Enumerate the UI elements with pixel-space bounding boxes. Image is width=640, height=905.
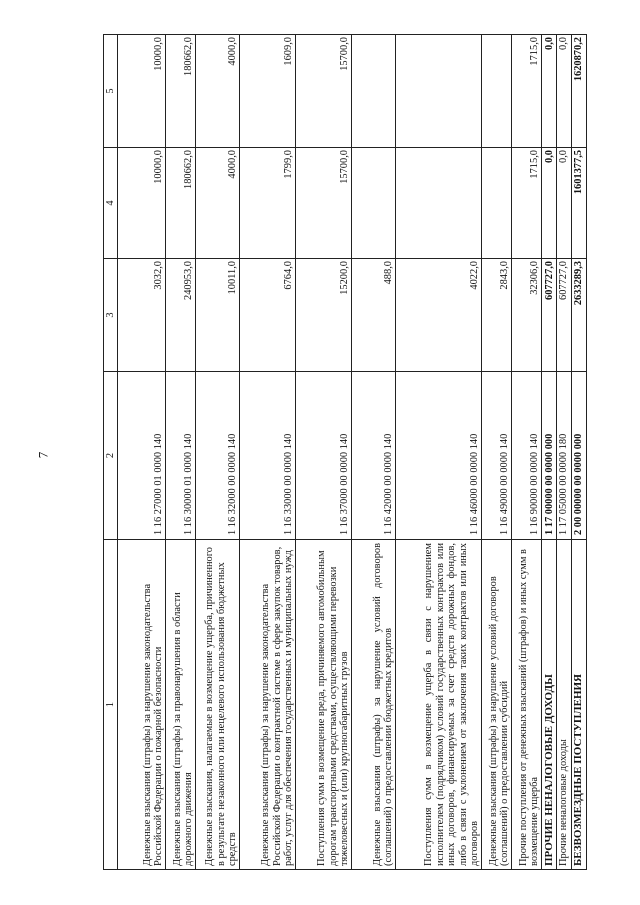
table-row: [296, 35, 352, 870]
row-description: Денежные взыскания (штрафы) за правонарушения в области дорожного движения: [166, 540, 196, 870]
budget-code: 1 17 05000 00 0000 180: [557, 372, 571, 540]
table-row: [166, 35, 196, 870]
value-col4: 1601377,5: [571, 148, 586, 259]
budget-code: 1 16 49000 00 0000 140: [482, 372, 512, 540]
value-col3: 488,0: [352, 259, 396, 372]
table-row: [396, 35, 482, 870]
value-col4: [482, 148, 512, 259]
budget-code: 1 17 00000 00 0000 000: [542, 372, 557, 540]
column-number: 3: [104, 259, 118, 372]
row-description: Денежные взыскания, налагаемые в возмещение ущерба, причиненного в результате незаконного или нецелевого использования бюджетных средств: [196, 540, 240, 870]
table-body: [118, 35, 586, 870]
table-row: [482, 35, 512, 870]
row-description: Прочие поступления от денежных взысканий (штрафов) и иных сумм в возмещение ущерба: [512, 540, 542, 870]
row-description: ПРОЧИЕ НЕНАЛОГОВЫЕ ДОХОДЫ: [542, 540, 557, 870]
column-number: 2: [104, 372, 118, 540]
value-col4: 1715,0: [512, 148, 542, 259]
budget-code: 1 16 37000 00 0000 140: [296, 372, 352, 540]
row-description: Денежные взыскания (штрафы) за нарушение условий договоров (соглашений) о предоставлении бюджетных кредитов: [352, 540, 396, 870]
value-col4: 4000,0: [196, 148, 240, 259]
value-col3: 2633289,3: [571, 259, 586, 372]
value-col5: 180662,0: [166, 35, 196, 148]
table-row-section-total: [542, 35, 557, 870]
value-col4: 15700,0: [296, 148, 352, 259]
budget-code: 1 16 42000 00 0000 140: [352, 372, 396, 540]
value-col3: 4022,0: [396, 259, 482, 372]
page-number: 7: [35, 451, 51, 459]
table-row: [557, 35, 571, 870]
value-col3: 607727,0: [542, 259, 557, 372]
value-col3: 15200,0: [296, 259, 352, 372]
row-description: Денежные взыскания (штрафы) за нарушение условий договоров (соглашений) о предоставлении субсидий: [482, 540, 512, 870]
budget-code: 1 16 30000 01 0000 140: [166, 372, 196, 540]
row-description: Денежные взыскания (штрафы) за нарушение законодательства Российской Федерации о пожарной безопасности: [118, 540, 166, 870]
value-col5: [396, 35, 482, 148]
value-col5: 0,0: [542, 35, 557, 148]
value-col5: 0,0: [557, 35, 571, 148]
row-description: БЕЗВОЗМЕЗДНЫЕ ПОСТУПЛЕНИЯ: [571, 540, 586, 870]
value-col5: 15700,0: [296, 35, 352, 148]
value-col5: 1609,0: [240, 35, 296, 148]
table-row: [196, 35, 240, 870]
table-row-section-total: [571, 35, 586, 870]
column-number-row: [104, 35, 118, 870]
value-col4: 180662,0: [166, 148, 196, 259]
value-col5: 1620870,2: [571, 35, 586, 148]
value-col3: 2843,0: [482, 259, 512, 372]
budget-code: 1 16 46000 00 0000 140: [396, 372, 482, 540]
table-row: [512, 35, 542, 870]
value-col4: [352, 148, 396, 259]
row-description: Поступления сумм в возмещение ущерба в связи с нарушением исполнителем (подрядчиком) условий государственных контрактов или иных договоров, финансируемых за счет средств дорожных фондов, либо в связи с уклонением от заключения таких контрактов или иных договоров: [396, 540, 482, 870]
budget-code: 1 16 90000 00 0000 140: [512, 372, 542, 540]
table-row: [352, 35, 396, 870]
table-row: [240, 35, 296, 870]
budget-code: 1 16 32000 00 0000 140: [196, 372, 240, 540]
budget-code: 1 16 33000 00 0000 140: [240, 372, 296, 540]
column-number: 1: [104, 540, 118, 870]
budget-code: 2 00 00000 00 0000 000: [571, 372, 586, 540]
column-number: 4: [104, 148, 118, 259]
value-col3: 10011,0: [196, 259, 240, 372]
value-col5: [352, 35, 396, 148]
value-col5: 10000,0: [118, 35, 166, 148]
value-col4: 0,0: [542, 148, 557, 259]
value-col3: 3032,0: [118, 259, 166, 372]
value-col5: [482, 35, 512, 148]
row-description: Прочие неналоговые доходы: [557, 540, 571, 870]
value-col3: 6764,0: [240, 259, 296, 372]
budget-code: 1 16 27000 01 0000 140: [118, 372, 166, 540]
value-col5: 1715,0: [512, 35, 542, 148]
value-col4: 1799,0: [240, 148, 296, 259]
value-col3: 607727,0: [557, 259, 571, 372]
value-col4: 0,0: [557, 148, 571, 259]
rotated-table-wrapper: [103, 35, 587, 870]
value-col3: 32306,0: [512, 259, 542, 372]
value-col3: 240953,0: [166, 259, 196, 372]
row-description: Поступления сумм в возмещение вреда, причиняемого автомобильным дорогам транспортными средствами, осуществляющими перевозки тяжеловесных и (или) крупногабаритных грузов: [296, 540, 352, 870]
revenue-table: [103, 34, 587, 870]
column-number: 5: [104, 35, 118, 148]
value-col4: 10000,0: [118, 148, 166, 259]
value-col4: [396, 148, 482, 259]
value-col5: 4000,0: [196, 35, 240, 148]
table-row: [118, 35, 166, 870]
row-description: Денежные взыскания (штрафы) за нарушение законодательства Российской Федерации о контрактной системе в сфере закупок товаров, работ, услуг для обеспечения государственных и муниципальных нужд: [240, 540, 296, 870]
